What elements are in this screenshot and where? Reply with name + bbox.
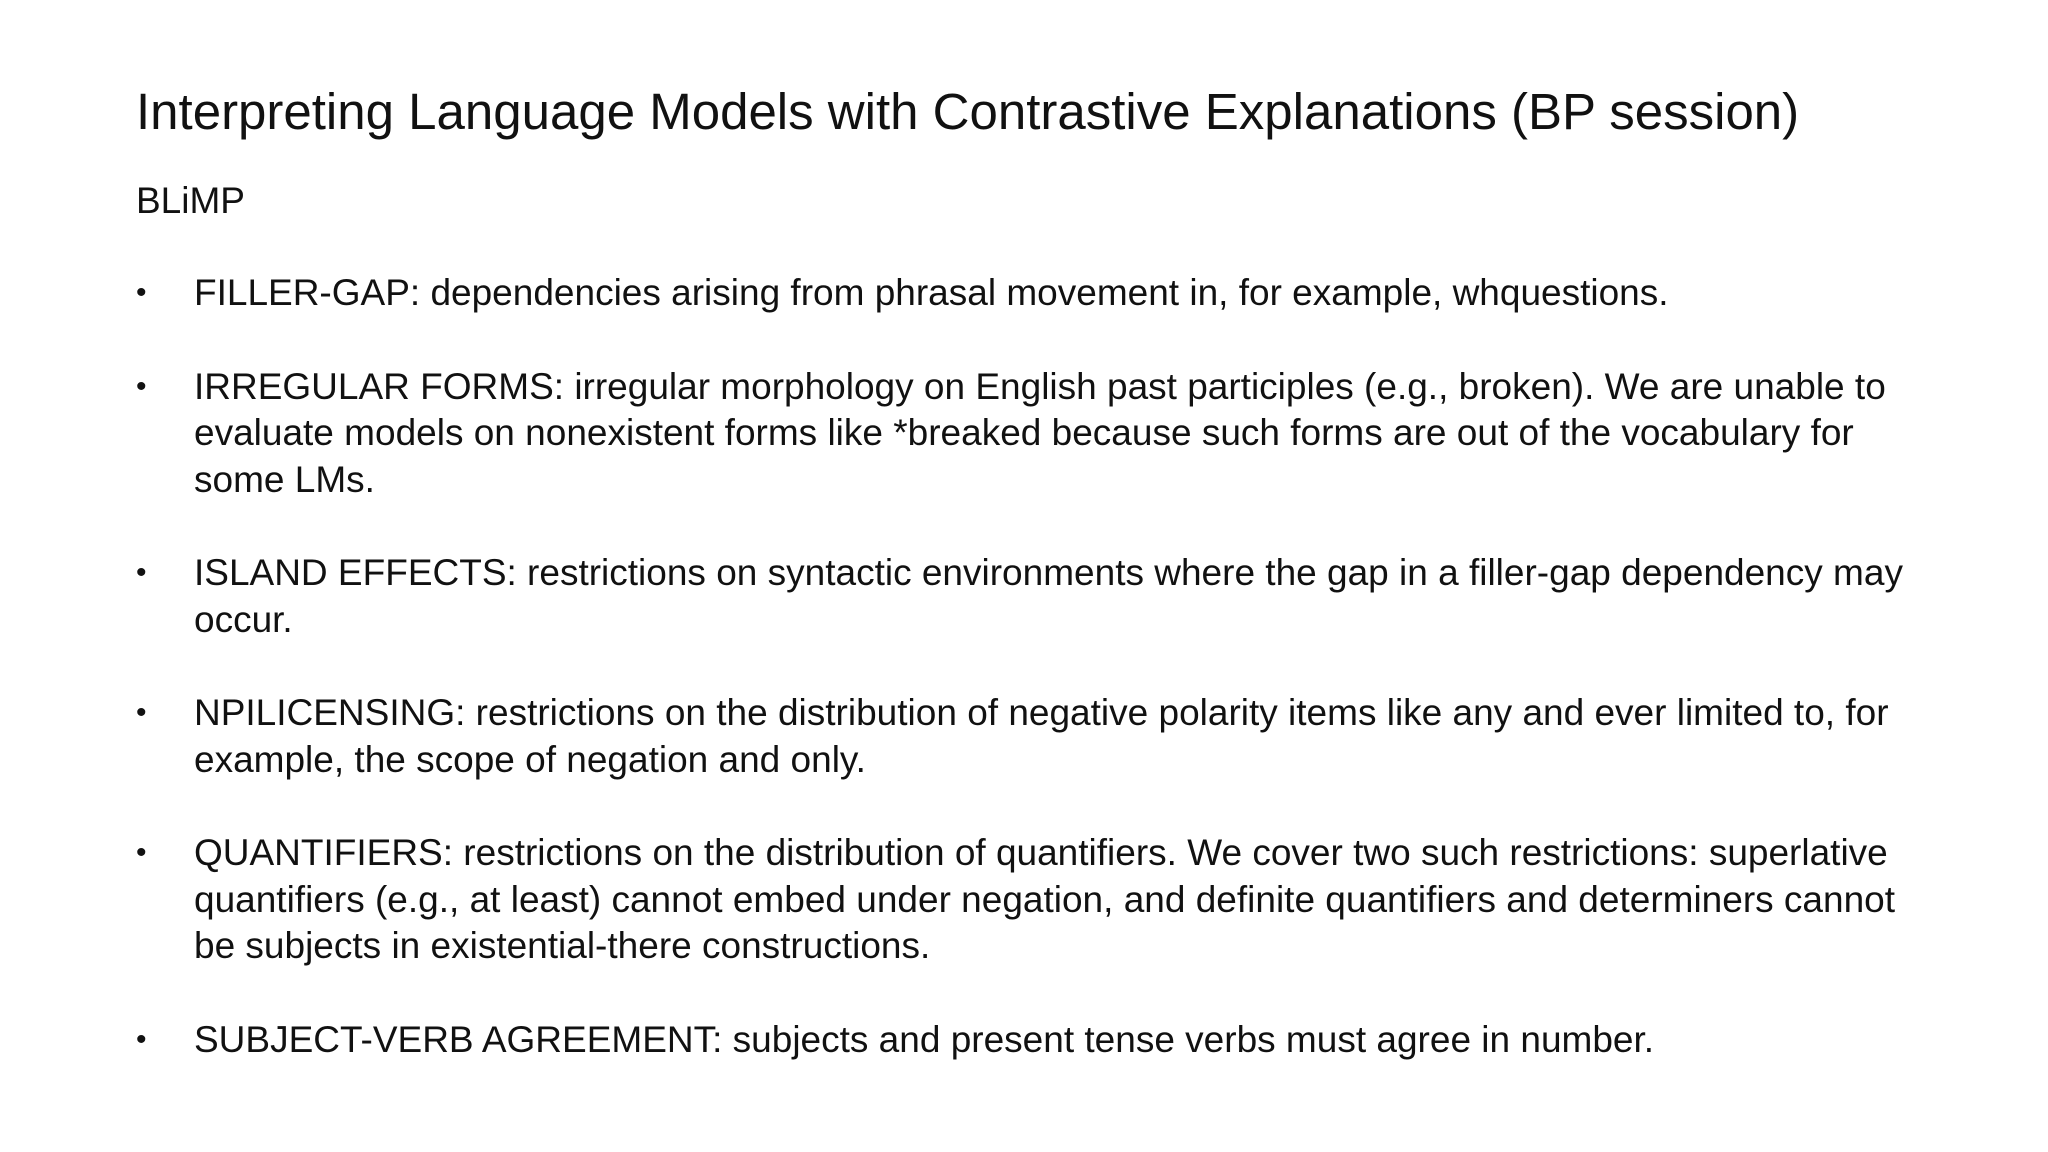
bullet-text: SUBJECT-VERB AGREEMENT: subjects and present tense verbs must agree in number. [194,1018,1655,1060]
bullet-item-quantifiers [136,830,1936,970]
bullet-text: NPILICENSING: restrictions on the distribution of negative polarity items like any and ever limited to, for example, the scope of negation and only. [194,692,1889,780]
bullet-item-filler-gap [136,270,1936,317]
bullet-item-subject-verb-agreement [136,1017,1936,1064]
bullet-text: QUANTIFIERS: restrictions on the distribution of quantifiers. We cover two such restrictions: superlative quantifiers (e.g., at least) cannot embed under negation, and definite quantifiers and determiners cannot be subjects in existential-there constructions. [194,832,1896,966]
bullet-marker: • [136,1022,147,1056]
bullet-list [136,270,1936,1110]
bullet-item-npi-licensing [136,690,1936,783]
bullet-marker: • [136,836,147,869]
bullet-item-island-effects [136,550,1936,643]
bullet-item-irregular-forms [136,364,1936,504]
bullet-text: IRREGULAR FORMS: irregular morphology on English past participles (e.g., broken). We are unable to evaluate models on nonexistent forms like *breaked because such forms are out of the vocabulary for some LMs. [194,365,1886,500]
slide-subtitle: BLiMP [136,180,245,221]
bullet-marker: • [136,369,147,403]
slide-title: Interpreting Language Models with Contrastive Explanations (BP session) [136,83,1800,140]
bullet-marker: • [136,696,147,729]
bullet-text: ISLAND EFFECTS: restrictions on syntactic environments where the gap in a filler-gap dependency may occur. [194,552,1903,640]
bullet-marker: • [136,276,147,309]
bullet-marker: • [136,556,147,589]
bullet-text: FILLER-GAP: dependencies arising from phrasal movement in, for example, whquestions. [194,272,1669,313]
